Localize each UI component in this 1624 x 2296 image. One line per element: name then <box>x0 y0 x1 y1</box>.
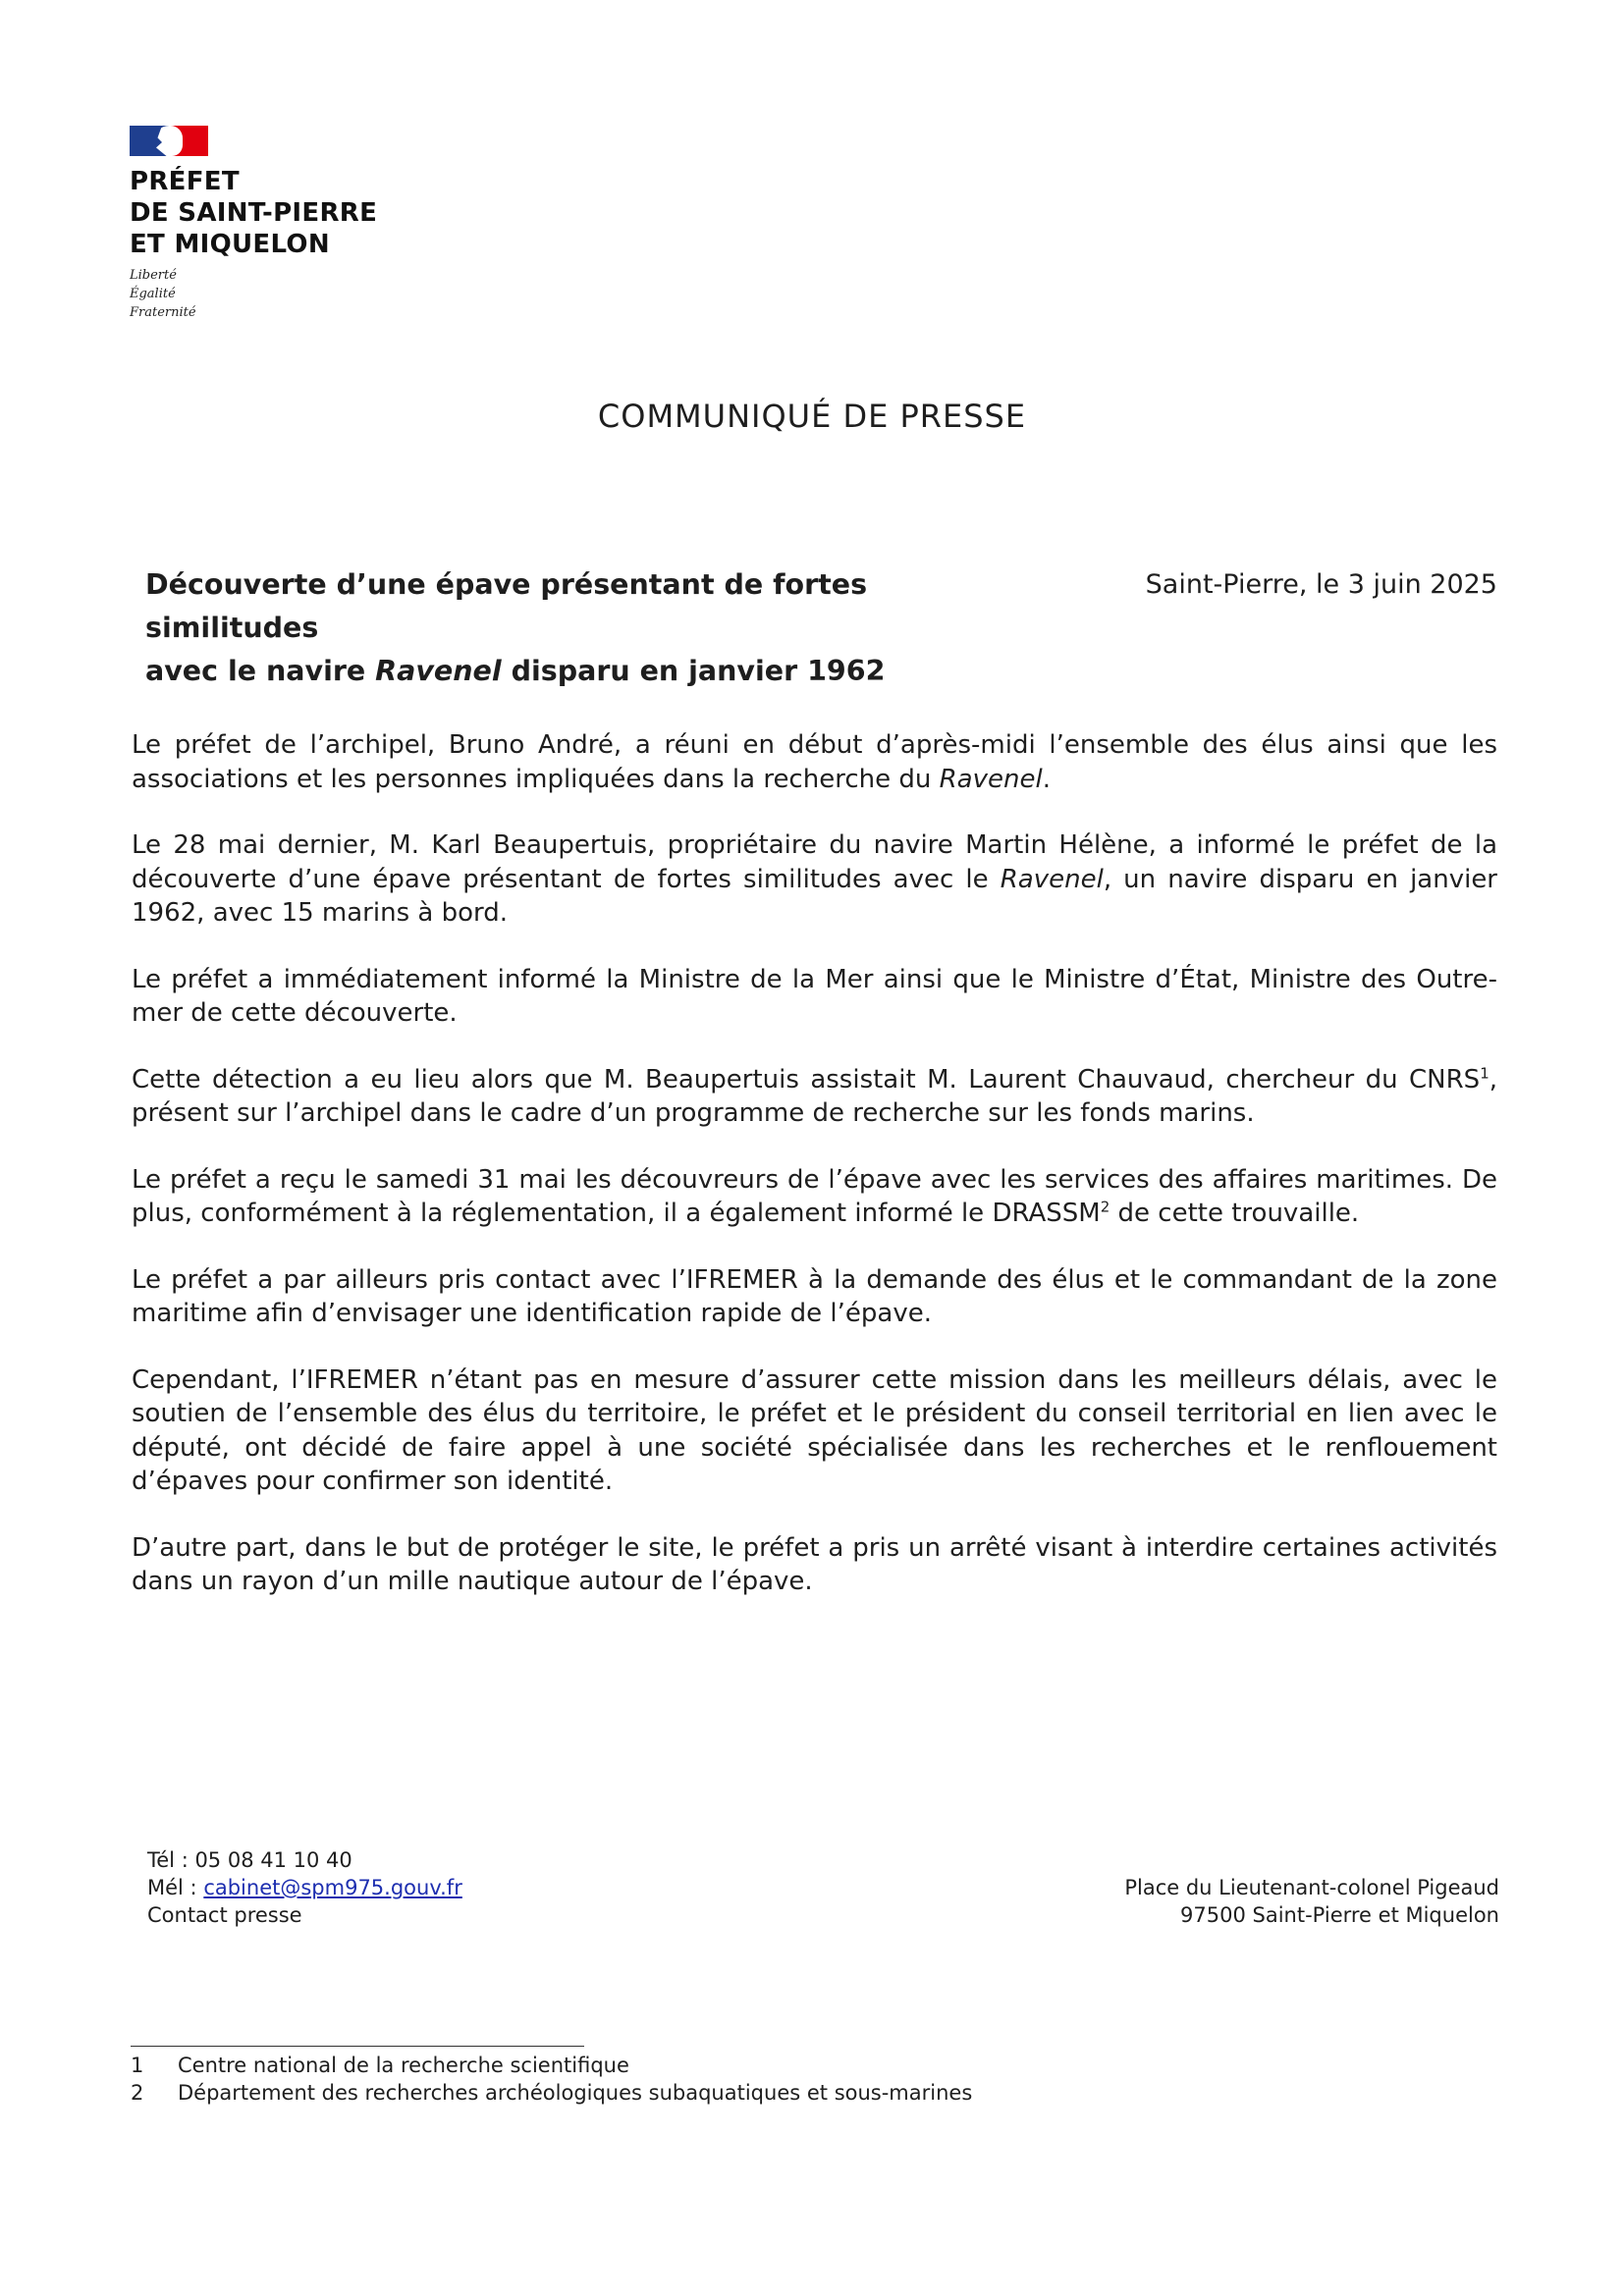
footnote-number: 2 <box>131 2081 144 2105</box>
address-line-1: Place du Lieutenant-colonel Pigeaud <box>1124 1876 1499 1899</box>
p1-end: . <box>1042 764 1051 794</box>
press-contact-block <box>147 1846 462 1929</box>
contact-email-line <box>147 1874 462 1901</box>
footnotes <box>131 2052 972 2107</box>
press-release-headline <box>145 563 1029 693</box>
p4-text: Cette détection a eu lieu alors que M. Beaupertuis assistait M. Laurent Chauvaud, chercheur du CNRS <box>132 1064 1481 1095</box>
footnote-2 <box>131 2079 972 2107</box>
release-date: Saint-Pierre, le 3 juin 2025 <box>1145 569 1497 600</box>
republic-motto <box>130 266 444 322</box>
p5-text: Le préfet a reçu le samedi 31 mai les découvreurs de l’épave avec les services des affaires maritimes. De plus, conformément à la réglementation, il a également informé le DRASSM <box>132 1164 1497 1228</box>
motto-fraternite: Fraternité <box>130 305 196 320</box>
body-paragraph-3: Le préfet a immédiatement informé la Ministre de la Mer ainsi que le Ministre d’État, Ministre des Outre-mer de cette découverte. <box>132 964 1497 1028</box>
footnote-number: 1 <box>131 2054 144 2077</box>
prefecture-logo-block <box>130 126 444 322</box>
body-paragraph-5 <box>132 1163 1497 1231</box>
headline-ship-name: Ravenel <box>375 655 502 687</box>
institution-name <box>130 166 444 260</box>
headline-line-2-start: avec le navire <box>145 655 376 687</box>
p5-end: de cette trouvaille. <box>1110 1199 1360 1228</box>
institution-line-3: ET MIQUELON <box>130 230 330 259</box>
p1-ship-name: Ravenel <box>939 764 1043 794</box>
institution-line-2: DE SAINT-PIERRE <box>130 198 378 228</box>
footnote-separator <box>131 2046 584 2047</box>
footnote-ref-1: 1 <box>1480 1063 1489 1082</box>
p2-ship-name: Ravenel <box>1000 864 1104 894</box>
marianne-flag-icon <box>130 126 208 156</box>
footnote-text: Département des recherches archéologiques subaquatiques et sous-marines <box>178 2081 973 2105</box>
body-paragraph-2 <box>132 828 1497 931</box>
body-paragraph-4 <box>132 1063 1497 1131</box>
headline-line-2-end: disparu en janvier 1962 <box>501 655 886 687</box>
body-paragraph-7: Cependant, l’IFREMER n’étant pas en mesure d’assurer cette mission dans les meilleurs délais, avec le soutien de l’ensemble des élus du territoire, le préfet et le président du conseil territorial en lien avec le député, ont décidé de faire appel à une société spécialisée dans les recherches et le renflouement d’épaves pour confirmer son identité. <box>132 1364 1497 1496</box>
postal-address <box>1124 1874 1499 1929</box>
contact-email-label: Mél : <box>147 1876 204 1899</box>
body-paragraph-8: D’autre part, dans le but de protéger le site, le préfet a pris un arrêté visant à interdire certaines activités dans un rayon d’un mille nautique autour de l’épave. <box>132 1532 1497 1596</box>
press-release-body <box>132 728 1497 1631</box>
motto-egalite: Égalité <box>130 287 176 301</box>
p4-end: , présent sur l’archipel dans le cadre d’un programme de recherche sur les fonds marins. <box>132 1064 1497 1128</box>
headline-line-2 <box>145 650 1029 693</box>
contact-phone: Tél : 05 08 41 10 40 <box>147 1848 352 1872</box>
p1-text: Le préfet de l’archipel, Bruno André, a réuni en début d’après-midi l’ensemble des élus ainsi que les associations et les personnes impliquées dans la recherche du <box>132 730 1497 794</box>
headline-line-1: Découverte d’une épave présentant de fortes similitudes <box>145 568 868 644</box>
footnote-text: Centre national de la recherche scientifique <box>178 2054 629 2077</box>
footnote-1 <box>131 2052 972 2079</box>
footnote-ref-2: 2 <box>1100 1198 1110 1216</box>
document-type-title: COMMUNIQUÉ DE PRESSE <box>597 398 1027 435</box>
body-paragraph-1 <box>132 728 1497 796</box>
motto-liberte: Liberté <box>130 268 177 283</box>
body-paragraph-6: Le préfet a par ailleurs pris contact avec l’IFREMER à la demande des élus et le commandant de la zone maritime afin d’envisager une identification rapide de l’épave. <box>132 1264 1497 1328</box>
institution-line-1: PRÉFET <box>130 167 240 196</box>
p2-end: , un navire disparu en janvier 1962, avec 15 marins à bord. <box>132 864 1498 928</box>
contact-label: Contact presse <box>147 1903 302 1927</box>
contact-email-link[interactable]: cabinet@spm975.gouv.fr <box>203 1876 462 1899</box>
p2-text: Le 28 mai dernier, M. Karl Beaupertuis, propriétaire du navire Martin Hélène, a informé le préfet de la découverte d’une épave présentant de fortes similitudes avec le <box>132 830 1497 894</box>
address-line-2: 97500 Saint-Pierre et Miquelon <box>1180 1903 1499 1927</box>
